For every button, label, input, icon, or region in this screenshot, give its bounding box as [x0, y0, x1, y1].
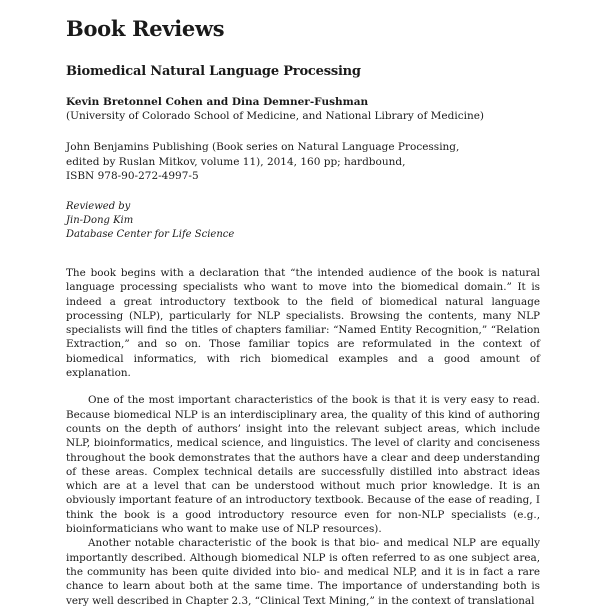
reviewer-name: Jin-Dong Kim [66, 215, 134, 226]
paragraph: Another notable characteristic of the book is that bio- and medical NLP are equally importantly described. Although biomedical NLP is often referred to as one subject area, the community has been quite divided into bio- and medical NLP, and it is in fact a rare chance to learn about both at the same time. The importance of understanding both is very well described in Chapter 2.3, “Clinical Text Mining,” in the context of translational [66, 537, 540, 607]
paragraph: One of the most important characteristics of the book is that it is very easy to read. Because biomedical NLP is an interdisciplinary area, the quality of this kind of authoring counts on the depth of authors’ insight into the relevant subject areas, which include NLP, bioinformatics, medical science, and linguistics. The level of clarity and conciseness throughout the book demonstrates that the authors have a clear and deep understanding of these areas. Complex technical details are successfully distilled into abstract ideas which are at a level that can be understood without much prior knowledge. It is an obviously important feature of an introductory textbook. Because of the ease of reading, I think the book is a good introductory resource even for non-NLP specialists (e.g., bioinformaticians who want to make use of NLP resources). [66, 394, 540, 536]
publication-line: ISBN 978-90-272-4997-5 [66, 170, 199, 182]
paragraph: The book begins with a declaration that “the intended audience of the book is natural language processing specialists who want to move into the biomedical domain.” It is indeed a great introductory textbook to the field of biomedical natural language processing (NLP), particularly for NLP specialists. Browsing the contents, many NLP specialists will find the titles of chapters familiar: “Named Entity Recognition,” “Relation Extraction,” and so on. Those familiar topics are reformulated in the context of biomedical informatics, with rich biomedical examples and a good amount of explanation. [66, 267, 540, 380]
reviewer-label: Reviewed by [66, 201, 131, 212]
publication-line: edited by Ruslan Mitkov, volume 11), 2014, 160 pp; hardbound, [66, 155, 406, 168]
publication-info [66, 140, 540, 184]
author-affiliation: (University of Colorado School of Medicine, and National Library of Medicine) [66, 110, 485, 122]
review-body [66, 266, 540, 608]
reviewer-block [66, 200, 540, 242]
author-names: Kevin Bretonnel Cohen and Dina Demner-Fushman [66, 96, 369, 108]
section-title: Book Reviews [66, 16, 225, 41]
publication-line: John Benjamins Publishing (Book series on Natural Language Processing, [66, 141, 460, 153]
book-title: Biomedical Natural Language Processing [66, 64, 361, 79]
reviewer-affiliation: Database Center for Life Science [66, 229, 235, 240]
author-block [66, 95, 540, 123]
